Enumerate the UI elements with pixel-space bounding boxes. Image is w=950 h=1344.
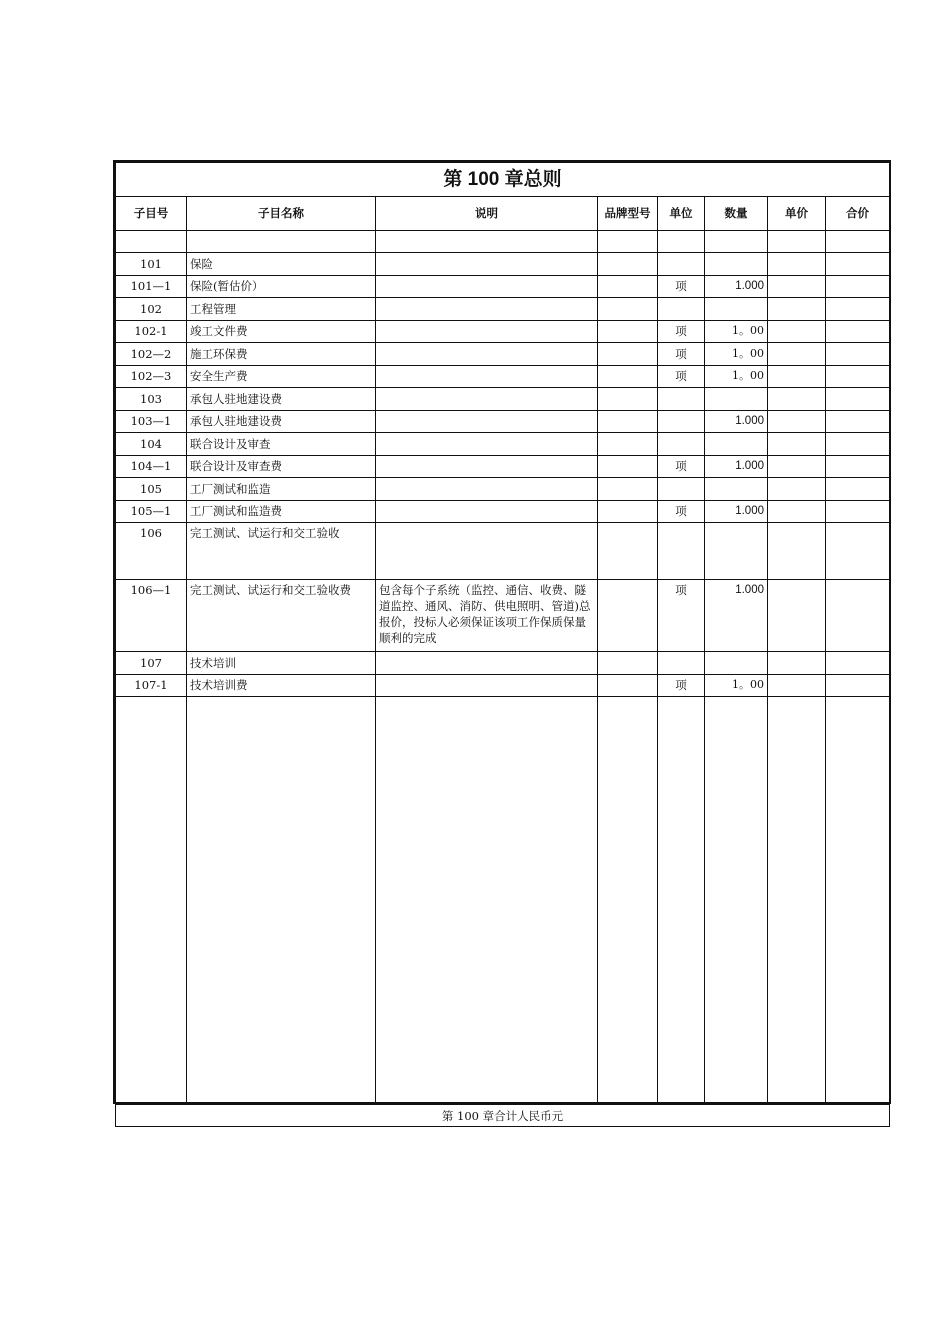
cell-total [826,652,890,675]
cell-name: 保险 [187,253,376,276]
cell-price [768,478,826,501]
cell-code: 102—2 [116,343,187,366]
cell-qty [705,253,768,276]
header-unit: 单位 [658,197,705,231]
table-row [116,320,890,343]
cell-total [826,523,890,580]
cell-name: 工厂测试和监造费 [187,500,376,523]
cell-desc [376,410,598,433]
cell-brand [598,298,658,321]
cell-name: 联合设计及审查费 [187,455,376,478]
table-row [116,523,890,580]
cell-unit: 项 [658,500,705,523]
cell-desc [376,523,598,580]
cell-brand [598,433,658,456]
cell-qty: 1.000 [705,580,768,652]
cell-unit [658,410,705,433]
header-qty: 数量 [705,197,768,231]
cell-desc [376,320,598,343]
cell-total [826,478,890,501]
table-row [116,298,890,321]
cell-brand [598,410,658,433]
cell-code: 102 [116,298,187,321]
cell-desc [376,455,598,478]
cell-code: 105 [116,478,187,501]
cell-brand [598,343,658,366]
cell-price [768,275,826,298]
cell-unit: 项 [658,275,705,298]
cell-total [826,674,890,697]
cell-total [826,320,890,343]
cell-qty [705,298,768,321]
cell-desc [376,652,598,675]
cell-code: 103—1 [116,410,187,433]
cell-unit: 项 [658,455,705,478]
cell-desc [376,298,598,321]
cell-price [768,674,826,697]
table-row [116,478,890,501]
cell-desc [376,388,598,411]
header-name: 子目名称 [187,197,376,231]
cell-brand [598,365,658,388]
cell-total [826,410,890,433]
cell-total [826,275,890,298]
cell-unit [658,433,705,456]
cell-unit [658,253,705,276]
spacer-row [116,231,890,253]
cell-code: 102—3 [116,365,187,388]
table-row [116,343,890,366]
cell-unit [658,388,705,411]
cell-brand [598,253,658,276]
table-row [116,455,890,478]
cell-desc [376,478,598,501]
cell-price [768,388,826,411]
cell-code: 106 [116,523,187,580]
cell-code: 107-1 [116,674,187,697]
cell-total [826,580,890,652]
cell-total [826,298,890,321]
cell-brand [598,320,658,343]
table-body [116,253,890,697]
table-row [116,275,890,298]
table-row [116,365,890,388]
cell-price [768,455,826,478]
cell-total [826,455,890,478]
table-row [116,674,890,697]
cell-name: 联合设计及审查 [187,433,376,456]
cell-price [768,298,826,321]
table-row [116,388,890,411]
header-brand: 品牌型号 [598,197,658,231]
cell-code: 101 [116,253,187,276]
table-row [116,433,890,456]
cell-brand [598,580,658,652]
cell-qty [705,523,768,580]
cell-name: 完工测试、试运行和交工验收费 [187,580,376,652]
cell-name: 完工测试、试运行和交工验收 [187,523,376,580]
cell-unit: 项 [658,343,705,366]
cell-code: 107 [116,652,187,675]
cell-unit: 项 [658,580,705,652]
cell-qty: 1。00 [705,343,768,366]
cell-unit: 项 [658,365,705,388]
cell-code: 105—1 [116,500,187,523]
cell-qty: 1.000 [705,455,768,478]
cell-price [768,343,826,366]
cell-desc [376,343,598,366]
cell-qty [705,433,768,456]
header-total: 合价 [826,197,890,231]
cell-name: 安全生产费 [187,365,376,388]
cell-qty [705,478,768,501]
cell-unit [658,478,705,501]
cell-desc [376,253,598,276]
cell-code: 101—1 [116,275,187,298]
cell-total [826,500,890,523]
cell-price [768,433,826,456]
cell-qty [705,652,768,675]
cell-price [768,410,826,433]
cell-desc [376,365,598,388]
cell-price [768,365,826,388]
cell-name: 工程管理 [187,298,376,321]
table-row [116,500,890,523]
cell-price [768,580,826,652]
cell-name: 技术培训费 [187,674,376,697]
cell-total [826,365,890,388]
total-label: 第 100 章合计人民币元 [116,1105,890,1127]
boq-table [115,162,890,1127]
cell-total [826,388,890,411]
cell-qty: 1.000 [705,410,768,433]
cell-name: 工厂测试和监造 [187,478,376,501]
cell-qty [705,388,768,411]
cell-unit [658,298,705,321]
table-row [116,580,890,652]
header-price: 单价 [768,197,826,231]
cell-desc [376,433,598,456]
cell-qty: 1。00 [705,320,768,343]
cell-brand [598,478,658,501]
cell-brand [598,523,658,580]
cell-brand [598,275,658,298]
chapter-title: 第 100 章总则 [116,163,890,197]
cell-code: 106—1 [116,580,187,652]
cell-qty: 1.000 [705,500,768,523]
cell-price [768,523,826,580]
cell-unit: 项 [658,320,705,343]
header-row [116,197,890,231]
cell-unit: 项 [658,674,705,697]
cell-name: 保险(暂估价） [187,275,376,298]
cell-name: 承包人驻地建设费 [187,388,376,411]
cell-total [826,343,890,366]
cell-desc [376,275,598,298]
header-code: 子目号 [116,197,187,231]
cell-total [826,253,890,276]
cell-price [768,652,826,675]
table-row [116,652,890,675]
cell-brand [598,388,658,411]
bill-of-quantities-sheet [113,160,891,1123]
cell-brand [598,674,658,697]
table-row [116,253,890,276]
cell-unit [658,652,705,675]
cell-price [768,320,826,343]
table-row [116,410,890,433]
cell-qty: 1.000 [705,275,768,298]
header-desc: 说明 [376,197,598,231]
cell-price [768,500,826,523]
total-row [116,1105,890,1127]
cell-name: 技术培训 [187,652,376,675]
cell-code: 104—1 [116,455,187,478]
cell-code: 104 [116,433,187,456]
cell-price [768,253,826,276]
cell-brand [598,455,658,478]
cell-name: 施工环保费 [187,343,376,366]
blank-area-row [116,697,890,1105]
cell-total [826,433,890,456]
cell-code: 102-1 [116,320,187,343]
cell-code: 103 [116,388,187,411]
cell-qty: 1。00 [705,365,768,388]
cell-qty: 1。00 [705,674,768,697]
cell-name: 竣工文件费 [187,320,376,343]
cell-desc [376,674,598,697]
cell-desc: 包含每个子系统（监控、通信、收费、隧道监控、通风、消防、供电照明、管道)总报价，投标人必须保证该项工作保质保量顺利的完成 [376,580,598,652]
cell-brand [598,500,658,523]
cell-name: 承包人驻地建设费 [187,410,376,433]
cell-unit [658,523,705,580]
cell-brand [598,652,658,675]
cell-desc [376,500,598,523]
